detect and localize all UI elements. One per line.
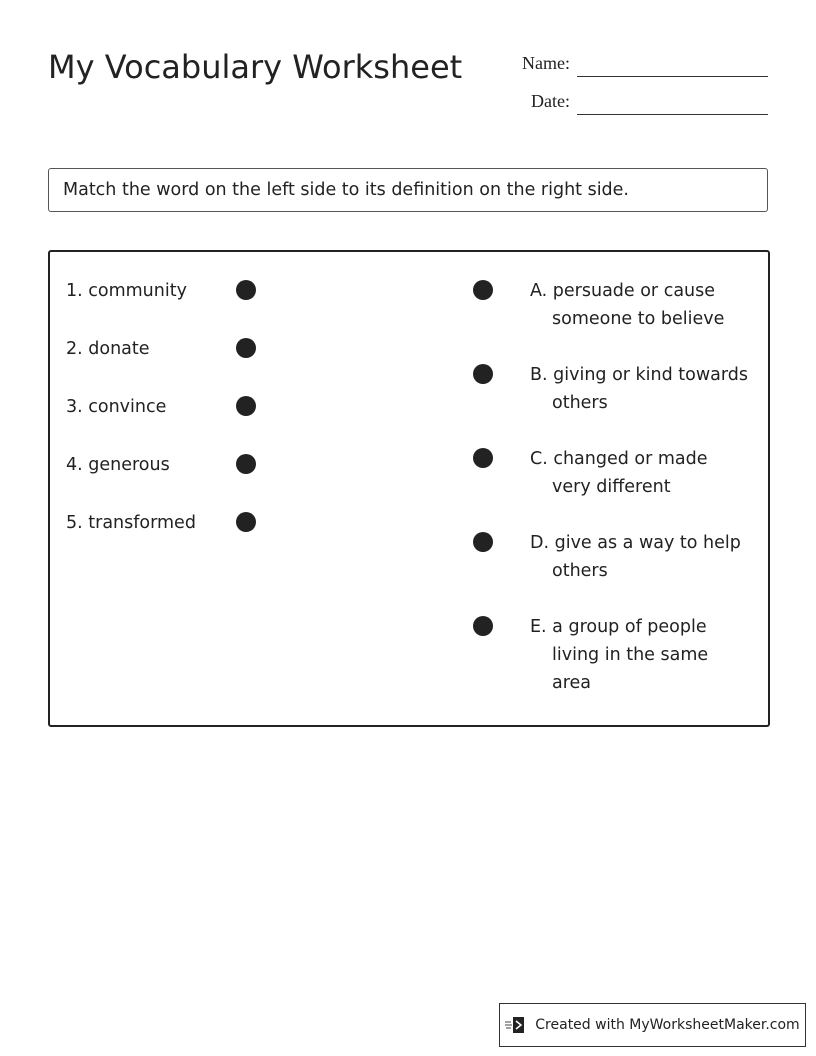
definition-first-line: A. persuade or cause	[530, 281, 716, 301]
definition-rest: someone to believe	[552, 309, 725, 329]
name-label: Name:	[522, 53, 570, 73]
word-match-dot[interactable]	[236, 338, 256, 358]
definition-match-dot[interactable]	[473, 448, 493, 468]
name-field[interactable]	[577, 76, 768, 77]
word-match-dot[interactable]	[236, 280, 256, 300]
worksheet-maker-logo-icon	[505, 1015, 527, 1035]
word-item: 2. donate	[66, 339, 150, 359]
date-label: Date:	[531, 91, 570, 111]
footer-credit	[499, 1003, 806, 1047]
definition-item	[530, 529, 760, 585]
definition-first-line: E. a group of people	[530, 617, 707, 637]
word-item: 3. convince	[66, 397, 167, 417]
date-field[interactable]	[577, 114, 768, 115]
definition-rest: others	[552, 393, 608, 413]
word-item: 5. transformed	[66, 513, 196, 533]
definition-first-line: C. changed or made	[530, 449, 708, 469]
definition-match-dot[interactable]	[473, 280, 493, 300]
definition-match-dot[interactable]	[473, 616, 493, 636]
definition-match-dot[interactable]	[473, 532, 493, 552]
word-match-dot[interactable]	[236, 454, 256, 474]
footer-text: Created with MyWorksheetMaker.com	[535, 1017, 800, 1033]
definition-rest: living in the same area	[552, 645, 709, 693]
instructions: Match the word on the left side to its definition on the right side.	[48, 168, 768, 212]
definition-item	[530, 361, 760, 417]
page-title: My Vocabulary Worksheet	[48, 48, 463, 86]
definition-rest: others	[552, 561, 608, 581]
word-match-dot[interactable]	[236, 512, 256, 532]
word-item: 4. generous	[66, 455, 170, 475]
definition-first-line: B. giving or kind towards	[530, 365, 749, 385]
definition-match-dot[interactable]	[473, 364, 493, 384]
definition-item	[530, 445, 760, 501]
definition-rest: very different	[552, 477, 671, 497]
word-item: 1. community	[66, 281, 187, 301]
word-match-dot[interactable]	[236, 396, 256, 416]
definition-item	[530, 277, 760, 333]
definition-item	[530, 613, 760, 697]
definition-first-line: D. give as a way to help	[530, 533, 741, 553]
